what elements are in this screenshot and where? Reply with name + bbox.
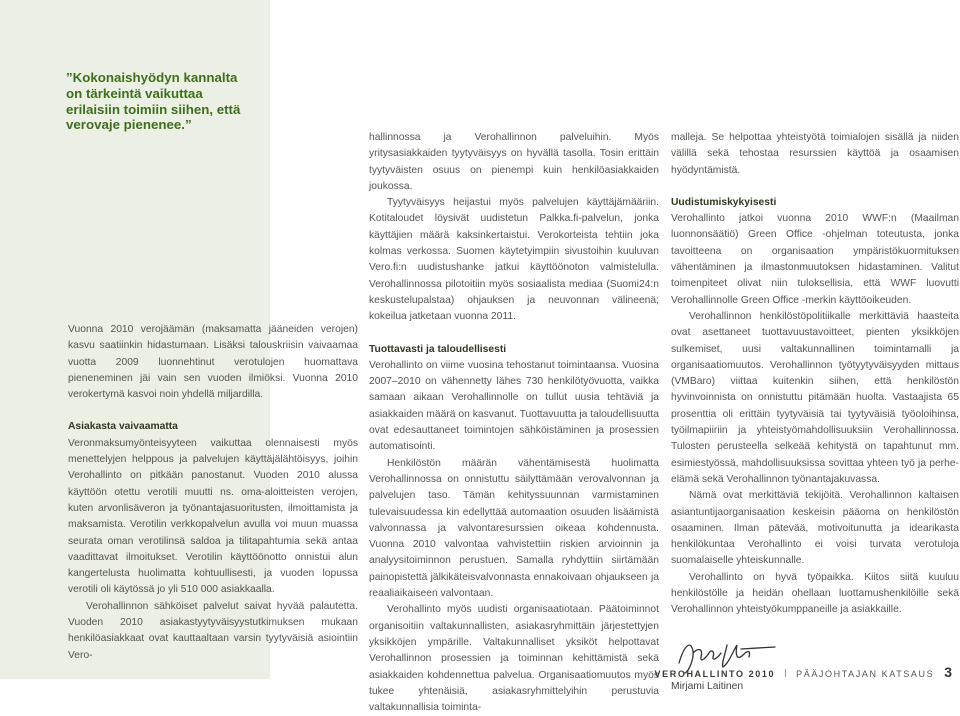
paragraph: hallinnossa ja Verohallinnon palveluihin. Myös yritysasiakkaiden tyytyväisyys on hyvällä tasolla. Tosin erittäin tyytyväisten osuus on pienempi kuin henkilöasiakkaiden joukossa. <box>369 132 659 192</box>
section-heading: Uudistumiskykyisesti <box>671 196 777 208</box>
footer-separator <box>785 669 786 677</box>
paragraph: Veronmaksumyönteisyyteen vaikuttaa olennaisesti myös menettelyjen helppous ja palvelujen käyttäjälähtöisyys, joihin Verohallinto on pitkään panostanut. Vuoden 2010 alussa käyttöön otettu verotili muutti ns. oma-aloitteisten verojen, kuten arvonlisäveron ja työnantajasuoritusten, ilmoittamista ja maksamista. Verotilin verkkopalvelun avulla voi muun muassa seurata oman verotilinsä saldoa ja tilitapahtumia sekä antaa vaadittavat ilmoitukset. Verotilin käyttöönotto onnistui alun kangertelusta huolimatta kohtuullisesti, ja vuoden lopussa verotili oli käytössä jo yli 510 000 asiakkaalla. <box>68 437 358 596</box>
section-heading: Asiakasta vaivaamatta <box>68 421 178 433</box>
paragraph: malleja. Se helpottaa yhteistyötä toimialojen sisällä ja niiden välillä sekä tehostaa resurssien käyttöä ja osaamisen hyödyntämistä. <box>671 132 959 176</box>
pull-quote: ”Kokonaishyödyn kannalta on tärkeintä vaikuttaa erilaisiin toimiin siihen, että verovaje pienenee.” <box>66 70 241 133</box>
text-column-2 <box>369 130 659 716</box>
section-heading: Tuottavasti ja taloudellisesti <box>369 343 507 355</box>
text-column-3 <box>671 130 959 695</box>
paragraph: Verohallinto jatkoi vuonna 2010 WWF:n (Maailman luonnonsäätiö) Green Office -ohjelman toteutusta, jonka tavoitteena on organisaation ympäristökuormituksen vähentäminen ja ilmastonmuutoksen hidastaminen. Valitut toimenpiteet olivat niin tuloksellisia, että WWF luovutti Verohallinnolle Green Office -merkin käyttöoikeuden. <box>671 213 959 306</box>
paragraph: Verohallinto myös uudisti organisaatiotaan. Päätoiminnot organisoitiin valtakunnallisten, asiakasryhmittäin järjestettyjen yksikköjen ympärille. Valtakunnalliset yksiköt helpottavat Verohallinnon prosessien ja toiminnan kehittämistä sekä asiakkaiden kohdennettua palvelua. Organisaatiomuutos myös tukee yhtenäisiä, asiakasryhmittelyihin perustuvia valtakunnallisia toiminta- <box>369 604 659 714</box>
paragraph: Henkilöstön määrän vähentämisestä huolimatta Verohallinnossa on onnistuttu säilyttämään verovalvonnan ja palvelujen taso. Tämän kehityssuunnan varmistaminen tulevaisuudessa kin edellyttää automaation osuuden lisäämistä valvonnassa ja valvontaresurssien oikeaa kohdennusta. Vuonna 2010 valvontaa vahvistettiin riskien arvioinnin ja analyysitoiminnon perustuen. Samalla ryhdyttiin siirtämään painopistettä jälkikäteisvalvonnasta ennakoivaan ohjaukseen ja reaaliaikaiseen valvontaan. <box>369 457 659 600</box>
paragraph: Verohallinto on viime vuosina tehostanut toimintaansa. Vuosina 2007–2010 on vähennetty lähes 730 henkilötyövuotta, vaikka samaan aikaan Verohallinnolle on tullut uusia tehtäviä ja asiakkaiden määrä on kasvanut. Tuottavuutta ja taloudellisuutta ovat edesauttaneet toimintojen sähköistäminen ja prosessien automatisointi. <box>369 359 659 453</box>
paragraph: Vuonna 2010 verojäämän (maksamatta jääneiden verojen) kasvu saatiinkin hidastumaan. Lisäksi talouskriisin vaivaamaa vuotta 2009 luonnehtinut verotulojen huomattava pienenеminen jäi vain sen vuoden ilmiöksi. Vuonna 2010 verokertymä kasvoi noin yhdellä miljardilla. <box>68 324 358 401</box>
signer-name: Mirjami Laitinen <box>671 680 744 692</box>
page-number: 3 <box>944 664 952 680</box>
footer-section: PÄÄJOHTAJAN KATSAUS <box>796 669 935 679</box>
footer-brand: VEROHALLINTO 2010 <box>654 669 776 679</box>
paragraph: Verohallinnon henkilöstöpolitiikalle merkittäviä haasteita ovat asettaneet tuottavuustavoitteet, pienten yksikköjen sulkemiset, uusi valtakunnallinen toimintamalli ja organisaatiomuutos. Verohallinnon työtyytyväisyyden mittaus (VMBaro) viittaa kuitenkin siihen, että henkilöstön hyvinvoinnista on onnistuttu pitämään huolta. Vastaajista 65 prosenttia oli erittäin tyytyväisiä tai tyytyväisiä työoloihinsa, työilmapiiriin ja yhteistyömahdollisuuksiin Verohallinnossa. Tulosten perusteella selkeää kehitystä on tapahtunut mm. esimiestyössä, mahdollisuuksissa sovittaa yhteen työ ja perhe-elämä sekä Verohallinnon työnantajakuvassa. <box>671 310 959 485</box>
paragraph: Verohallinnon sähköiset palvelut saivat hyvää palautetta. Vuoden 2010 asiakastyytyväisyystutkimuksen mukaan henkilöasiakkaat ovat kauttaaltaan varsin tyytyväisiä asiointiin Vero- <box>68 600 358 661</box>
paragraph: Nämä ovat merkittäviä tekijöitä. Verohallinnon kaltaisen asiantuntijaorganisaation keskeisin pääoma on henkilöstön osaaminen. Ilman pätevää, motivoitunutta ja idearikasta henkilökuntaa Verohallinto ei voisi turvata verotulojа suomalaiselle yhteiskunnalle. <box>671 490 959 567</box>
paragraph: Tyytyväisyys heijastui myös palvelujen käyttäjämääriin. Kotitaloudet löysivät uudistetun Palkka.fi-palvelun, jonka käyttäjien määrä kaksinkertaistui. Verokorteista tehtiin joka kolmas verkossa. Suomen käytetyimpiin sivustoihin kuuluvan Vero.fi:n uudistushanke jatkui käyttöönoton valmistelulla. Verohallinnossa pilotoitiin myös sosiaalista mediaa (Suomi24:n keskustelupalstaa) ohjauksen ja neuvonnan välineenä; kokeilua jatketaan vuonna 2011. <box>369 197 659 323</box>
page-footer <box>655 664 952 680</box>
text-column-1 <box>68 322 358 664</box>
paragraph: Verohallinto on hyvä työpaikka. Kiitos siitä kuuluu henkilöstölle ja heidän ohellaan luottamushenkilöille sekä Verohallinnon yhteistyökumppaneille ja asiakkaille. <box>671 571 959 616</box>
